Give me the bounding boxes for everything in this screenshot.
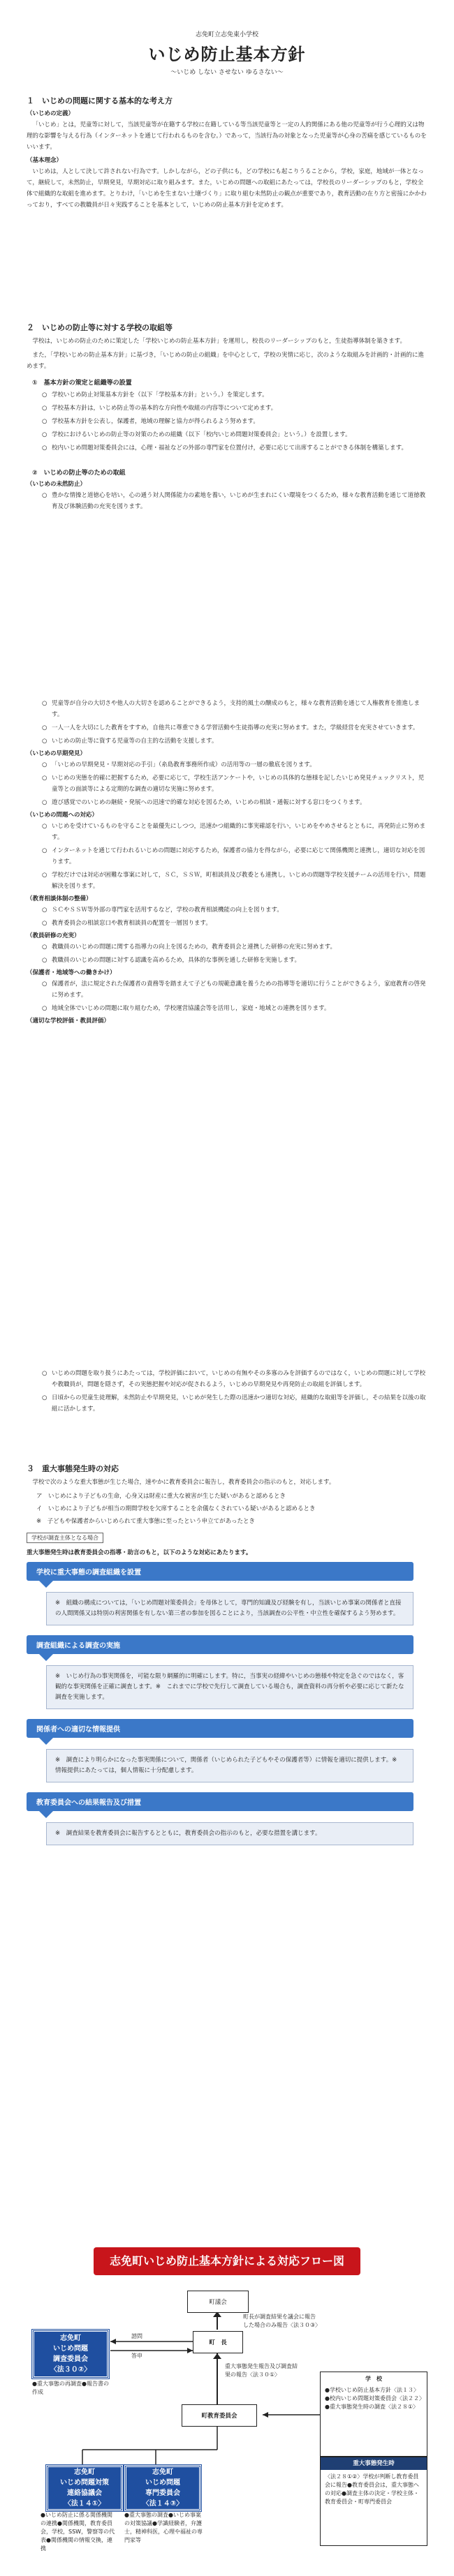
- list-item: ○ いじめの防止等に資する児童等の自主的な活動を支援します。: [42, 738, 218, 745]
- list-item: ○ 学校だけでは対応が困難な事案に対して，ＳＣ，ＳＳＷ，町相談員及び教委とも連携し，いじめの問題等学校支援チームの活用を行い，問題解決を図ります。: [42, 872, 426, 890]
- serious-incident-report-note: 重大事態発生報告及び調査結果の報告〈法３０①〉: [225, 2363, 298, 2378]
- expert-committee-note: ●重大事態の調査●いじめ事案の対策協議●学識経験者，弁護士，精神科医，心理や福祉の専門家等: [124, 2512, 203, 2543]
- list-item: ○ いじめの問題を取り扱うにあたっては，学校評価において，いじめの有無やその多寡のみを評価するのではなく，いじめの問題に対して学校や教職員が，問題を隠さず，その実態把握や対応が促されるよう，いじめの早期発見や再発防止の取組を評価します。: [42, 1370, 426, 1388]
- subsection-2-heading: ② いじめの防止等のための取組: [32, 470, 126, 477]
- school-panel: [320, 2372, 427, 2457]
- list-item: ○ 遊び感覚でのいじめの継続・発展への迅速で的確な対応を図るため，いじめの相談・通報に対する窓口をつくります。: [42, 799, 366, 806]
- list-item: ○ 保護者が，法に規定された保護者の責務等を踏まえて子どもの規範意識を養うための指導等を適切に行うことができるよう，家庭教育の啓発に努めます。: [42, 981, 426, 999]
- definition-heading: （いじめの定義）: [27, 110, 75, 117]
- basic-heading: （基本理念）: [27, 157, 63, 164]
- list-item: ○ 地域全体でいじめの問題に取り組むため，学校運営協議会等を活用し，家庭・地域との連携を図ります。: [42, 1005, 330, 1012]
- response-flow-chart: [27, 2247, 427, 2554]
- list-item: ○ 教職員のいじめの問題に関する指導力の向上を図るための，教育委員会と連携した研修の充実に努めます。: [42, 944, 336, 951]
- group-heading: （保護者・地域等への働きかけ）: [27, 969, 116, 976]
- list-item: ○ 学校基本方針は，いじめ防止等の基本的な方向性や取組の内容等について定めます。: [42, 405, 277, 412]
- board-of-education-box: 町教育委員会: [182, 2404, 257, 2427]
- list-item: ○ 教育委員会の相談窓口や教育相談員の配置を一層図ります。: [42, 920, 212, 927]
- school-led-label: 学校が調査主体となる場合: [27, 1533, 103, 1543]
- section-2-intro: 学校は，いじめの防止のために策定した「学校いじめの防止基本方針」を運用し，校長のリーダーシップのもと，生徒指導体制を築きます。: [32, 338, 406, 345]
- liaison-council-note: ●いじめ防止に係る関係機関の連携●関係機関，教育委員会，学校，SSW，警察等の代表●関係機関の情報交換，連携: [41, 2512, 115, 2552]
- serious-incident-panel: [320, 2457, 427, 2546]
- flow-step-4: 教育委員会への結果報告及び措置: [27, 1792, 413, 1811]
- serious-incident-panel-title: 重大事態発生時: [321, 2457, 427, 2470]
- investigation-committee-note: ●重大事態の再調査●報告書の作成: [32, 2381, 109, 2395]
- section-3-heading: ３ 重大事態発生時の対応: [27, 1464, 119, 1473]
- group-heading: （教育相談体制の整備）: [27, 895, 92, 902]
- town-investigation-committee-box: 志免町 いじめ問題 調査委員会 〈法３０②〉: [32, 2330, 109, 2378]
- condition-note: ※ 子どもや保護者からいじめられて重大事態に至ったという申立てがあったとき: [36, 1518, 256, 1525]
- subsection-1-heading: ① 基本方針の策定と組織等の設置: [32, 380, 132, 387]
- list-item: ○ 「いじめの早期発見・早期対応の手引」（糸島教育事務所作成）の活用等の一層の徹底を図ります。: [42, 761, 316, 768]
- condition-a: ア いじめにより子どもの生命，心身又は財産に重大な被害が生じた疑いがあると認めるとき: [36, 1493, 286, 1500]
- council-report-note: 町長が調査結果を議会に報告した場合のみ報告〈法３０③〉: [243, 2314, 321, 2328]
- expert-committee-box: 志免町 いじめ問題 専門委員会 〈法１４③〉: [124, 2465, 201, 2511]
- response-lead: 重大事態発生時は教育委員会の指導・助言のもと，以下のような対応にあたります。: [27, 1549, 252, 1556]
- section-3: [27, 1459, 427, 1855]
- list-item: ○ 一人一人を大切にした教育をすすめ，自他共に尊重できる学習活動や生徒指導の充実に努めます。また，学級経営を充実させていきます。: [42, 724, 419, 731]
- flow-step-4-detail: ※ 調査結果を教育委員会に報告するとともに，教育委員会の指示のもと，必要な措置を講じます。: [46, 1822, 413, 1845]
- list-item: ○ 学校におけるいじめの防止等の対策のための組織（以下「校内いじめ問題対策委員会」という。）を設置します。: [42, 431, 351, 438]
- school-panel-item: ●校内いじめ問題対策委員会〈法２２〉: [325, 2395, 425, 2402]
- consultation-label: 諮問: [131, 2333, 142, 2339]
- list-item: ○ 学校基本方針を公表し，保護者，地域の理解と協力が得られるよう努めます。: [42, 418, 259, 425]
- flow-step-2-detail: ※ いじめ行為の事実関係を，可能な限り網羅的に明確にします。特に，当事実の経緯やいじめの態様や特定を急ぐのではなく，客観的な事実関係を正確に調査します。※ これまでに学校で先行して調査している場合も，調査資料の再分析や必要に応じて新たな調査を実施します。: [46, 1665, 413, 1709]
- flow-step-3-detail: ※ 調査により明らかになった事実関係について，関係者（いじめられた子どもやその保護者等）に情報を適切に提供します。※ 情報提供にあたっては，個人情報に十分配慮します。: [46, 1749, 413, 1782]
- definition-text: 「いじめ」とは，児童等に対して，当該児童等が在籍する学校に在籍している等当該児童等と一定の人的関係にある他の児童等が行う心理的又は物理的な影響を与える行為（インターネットを通じて行われるものを含む。）であって，当該行為の対象となった児童等が心身の苦痛を感じているものをいいます。: [27, 121, 427, 151]
- list-item: ○ 豊かな情操と道徳心を培い，心の通う対人関係能力の素地を養い，いじめが生まれにくい環境をつくるため，様々な教育活動を通じて道徳教育及び体験活動の充実を図ります。: [42, 492, 426, 510]
- town-council-box: 町議会: [187, 2291, 249, 2313]
- list-item: ○ 校内いじめ問題対策委員会には，心理・福祉などの外部の専門家を位置付け，必要に応じて出席することができる体制を構築します。: [42, 445, 407, 452]
- list-item: ○ いじめを受けているものを守ることを最優先にしつつ，迅速かつ組織的に事実確認を行い，いじめをやめさせるとともに，再発防止に努めます。: [42, 823, 426, 841]
- section-1: [27, 91, 427, 214]
- list-item: ○ 日頃からの児童生徒理解，未然防止や早期発見，いじめが発生した際の迅速かつ適切な対応，組織的な取組等を評価し，その結果を以後の取組に活かします。: [42, 1394, 426, 1413]
- section-2: [27, 318, 427, 514]
- section-1-heading: １ いじめの問題に関する基本的な考え方: [27, 96, 173, 105]
- page-title: いじめ防止基本方針: [148, 45, 306, 64]
- list-item: ○ 児童等が自分の大切さや他人の大切さを認めることができるよう，支持的風土の醸成のもと，様々な教育活動を通じて人権教育を推進します。: [42, 700, 420, 718]
- section-2-heading: ２ いじめの防止等に対する学校の取組等: [27, 323, 173, 332]
- list-item: ○ インターネットを通じて行われるいじめの問題に対応するため，保護者の協力を得ながら，必要に応じて関係機関と連携し，適切な対応を図ります。: [42, 847, 425, 865]
- document-header: [28, 29, 426, 76]
- flow-step-2: 調査組織による調査の実施: [27, 1635, 413, 1654]
- school-name: 志免町立志免東小学校: [195, 31, 258, 38]
- group-heading: （いじめの早期発見）: [27, 750, 87, 757]
- list-item: ○ 学校いじめ防止対策基本方針を（以下「学校基本方針」という。）を策定します。: [42, 392, 268, 399]
- flow-step-1: 学校に重大事態の調査組織を設置: [27, 1562, 413, 1581]
- basic-text: いじめは，人として決して許されない行為です。しかしながら，どの子供にも，どの学校にも起こりうることから，学校，家庭，地域が一体となって，継続して，未然防止，早期発見，早期対応に取り組みます。また，いじめの問題への取組にあたっては，学校長のリーダーシップのもと，学校全体で組織的な取組を進めます。とりわけ，「いじめを生まない土壌づくり」に取り組む未然防止の観点が重要であり，教育活動の在り方と密接にかかわっており，すべての教職員が日々実践することを基本として，いじめの防止基本方針を定めます。: [27, 168, 427, 209]
- flow-step-1-detail: ※ 組織の構成については，「いじめ問題対策委員会」を母体として，専門的知識及び経験を有し，当該いじめ事案の関係者と直接の人間関係又は特別の利害関係を有しない第三者の参加を図ることにより，当該調査の公平性・中立性を確保するよう努めます。: [46, 1592, 413, 1625]
- flow-chart-banner: 志免町いじめ防止基本方針による対応フロー図: [94, 2247, 360, 2275]
- response-flow: [27, 1562, 427, 1845]
- list-item: ○ いじめの実態を的確に把握するため，必要に応じて，学校生活アンケートや，いじめの具体的な態様を記したいじめ発見チェックリスト，児童等との面談等による定期的な調査の適切な実施に努めます。: [42, 775, 425, 793]
- group-heading: （いじめの問題への対応）: [27, 812, 98, 819]
- section-2-continued: [27, 698, 427, 1027]
- school-panel-title: 学 校: [365, 2376, 382, 2382]
- school-panel-item: ●学校いじめ防止基本方針〈法１３〉: [325, 2387, 419, 2393]
- section-2-intro2: また，「学校いじめの防止基本方針」に基づき，「いじめの防止の組織」を中心として，学校の実情に応じ，次のような取組みを計画的・計画的に進めます。: [27, 352, 424, 370]
- section-3-intro: 学校で次のような重大事態が生じた場合，速やかに教育委員会に報告し，教育委員会の指示のもと，対応します。: [32, 1479, 335, 1486]
- group-heading: （適切な学校評価・教員評価）: [27, 1018, 110, 1025]
- list-item: ○ ＳＣやＳＳＷ等外部の専門家を活用するなど，学校の教育相談機能の向上を図ります。: [42, 907, 283, 914]
- mayor-box: 町 長: [193, 2331, 243, 2353]
- group-heading: （教員研修の充実）: [27, 932, 80, 939]
- liaison-council-box: 志免町 いじめ問題対策 連絡協議会 〈法１４①〉: [46, 2465, 123, 2511]
- serious-incident-panel-text: 〈法２８①②〉学校が判断し教育委員会に報告●教育委員会は，重大事態への対応●調査主体の決定・学校主体・教育委員会・町専門委員会: [325, 2473, 419, 2505]
- section-2-evaluation: [27, 1368, 427, 1417]
- flow-step-3: 関係者への適切な情報提供: [27, 1719, 413, 1738]
- list-item: ○ 教職員のいじめの問題に対する認識を高めるため，具体的な事例を通した研修を実施します。: [42, 957, 300, 964]
- group-heading: （いじめの未然防止）: [27, 481, 87, 488]
- report-back-label: 答申: [131, 2353, 142, 2359]
- school-panel-item: ●重大事態発生時の調査〈法２８①〉: [325, 2404, 419, 2410]
- condition-b: イ いじめにより子どもが相当の期間学校を欠席することを余儀なくされている疑いがあると認めるとき: [36, 1505, 316, 1512]
- page-subtitle: ～いじめ しない させない ゆるさない～: [170, 69, 284, 76]
